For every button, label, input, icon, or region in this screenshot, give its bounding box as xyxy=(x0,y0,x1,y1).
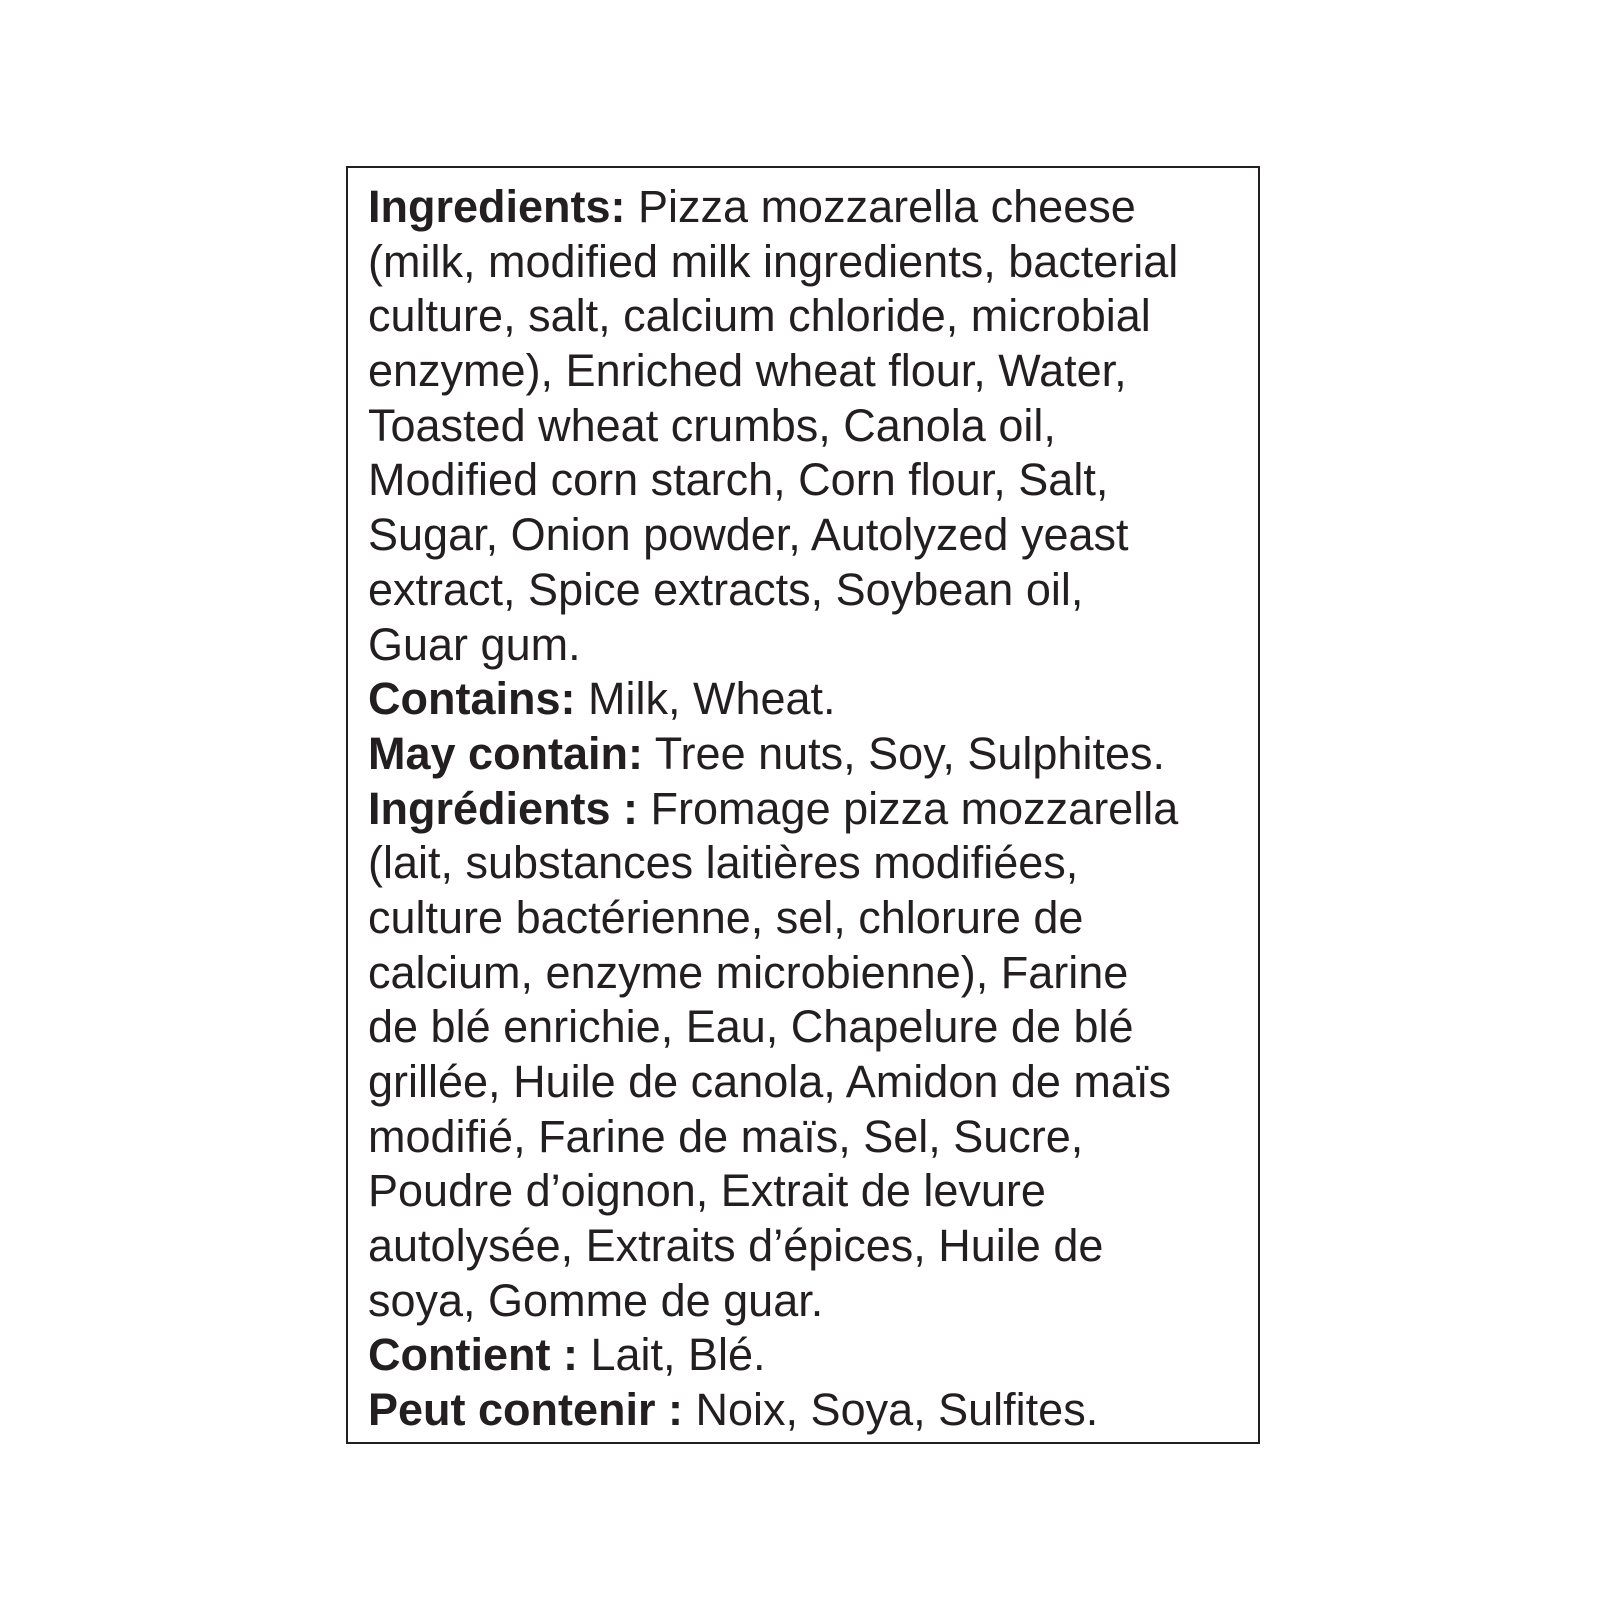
french-contains-text: Lait, Blé. xyxy=(577,1329,766,1381)
french-ingredients-line-8: Poudre d’oignon, Extrait de levure xyxy=(368,1165,1046,1217)
french-may-contain-text: Noix, Soya, Sulfites. xyxy=(683,1384,1099,1436)
english-ingredients-text: Pizza mozzarella cheese xyxy=(625,181,1136,232)
english-ingredients-line-9: Guar gum. xyxy=(368,618,581,670)
french-contains-heading: Contient : xyxy=(368,1329,578,1381)
french-ingredients-line-2: (lait, substances laitières modifiées, xyxy=(368,837,1079,889)
english-ingredients-line-7: Sugar, Onion powder, Autolyzed yeast xyxy=(368,509,1129,561)
english-ingredients-line-2: (milk, modified milk ingredients, bacterial xyxy=(368,235,1179,287)
english-ingredients-line-4: enzyme), Enriched wheat flour, Water, xyxy=(368,345,1127,397)
french-may-contain-line xyxy=(368,1383,1238,1438)
english-contains-heading: Contains: xyxy=(368,673,576,725)
french-ingredients-line-10: soya, Gomme de guar. xyxy=(368,1274,824,1326)
english-ingredients-line-3: culture, salt, calcium chloride, microbial xyxy=(368,290,1151,342)
french-ingredients-line-9: autolysée, Extraits d’épices, Huile de xyxy=(368,1220,1104,1272)
french-ingredients-text: Fromage pizza mozzarella xyxy=(638,782,1179,834)
french-ingredients-line-4: calcium, enzyme microbienne), Farine xyxy=(368,946,1129,998)
english-may-contain-heading: May contain: xyxy=(368,727,644,779)
french-ingredients-line-3: culture bactérienne, sel, chlorure de xyxy=(368,891,1084,943)
english-ingredients-line-8: extract, Spice extracts, Soybean oil, xyxy=(368,563,1084,615)
french-ingredients-line-6: grillée, Huile de canola, Amidon de maïs xyxy=(368,1056,1171,1107)
english-contains-text: Milk, Wheat. xyxy=(575,673,836,725)
english-ingredients-line-5: Toasted wheat crumbs, Canola oil, xyxy=(368,399,1056,451)
english-ingredients-line-1 xyxy=(368,180,1238,235)
english-contains-line xyxy=(368,672,1238,727)
english-ingredients-heading: Ingredients: xyxy=(368,181,626,232)
english-may-contain-text: Tree nuts, Soy, Sulphites. xyxy=(643,727,1165,779)
french-ingredients-line-1 xyxy=(368,782,1238,837)
french-ingredients-line-7: modifié, Farine de maïs, Sel, Sucre, xyxy=(368,1110,1084,1162)
french-contains-line xyxy=(368,1328,1238,1383)
french-may-contain-heading: Peut contenir : xyxy=(368,1384,684,1436)
english-may-contain-line xyxy=(368,727,1238,782)
ingredients-label-box xyxy=(346,166,1260,1444)
french-ingredients-line-5: de blé enrichie, Eau, Chapelure de blé xyxy=(368,1001,1134,1053)
english-ingredients-line-6: Modified corn starch, Corn flour, Salt, xyxy=(368,454,1109,506)
french-ingredients-heading: Ingrédients : xyxy=(368,782,639,834)
